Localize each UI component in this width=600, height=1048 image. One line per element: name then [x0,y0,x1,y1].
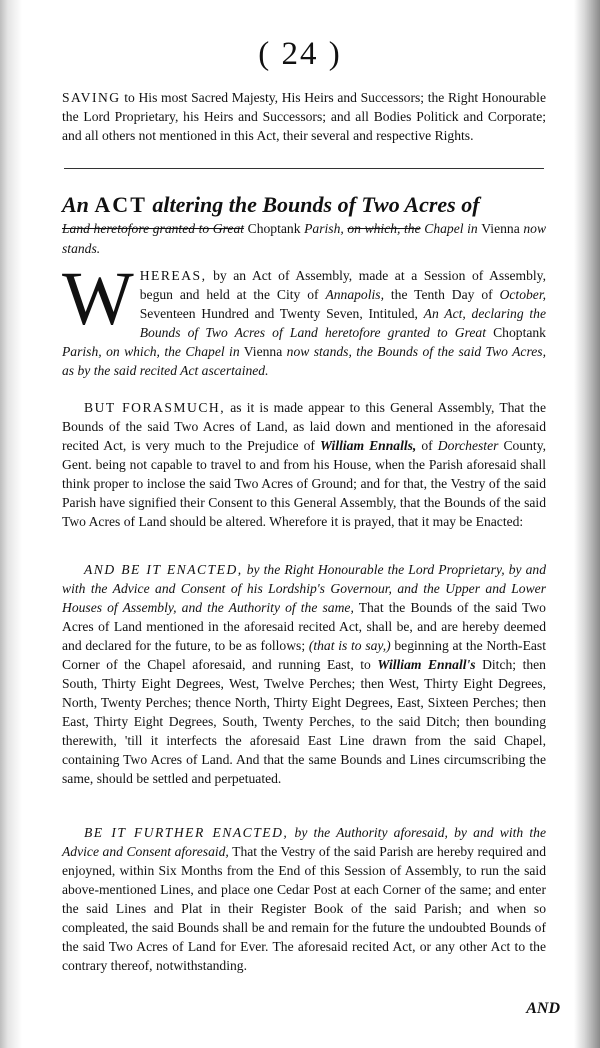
whereas-paragraph [62,257,546,380]
further-text: That the Vestry of the said Parish are hereby required and enjoyned, within Six Months from the End of this Session of Assembly, to run the said above-mentioned Lines, and place one Cedar Post at each Corner of the same; and enter the said Lines and Plat in their Register Book of the said Parish; and when so compleated, the said Bounds shall be and remain for the future the undoubted Bounds of the said Two Acres of Land for Ever. The aforesaid recited Act, or any other Act to the contrary thereof, notwithstanding. [62,844,547,973]
enacted-text-1: That the Bounds of the said Two Acres of Land mentioned in the aforesaid recited Act, shall be, and are hereby deemed and declared for the future, to be as follows; [62,600,546,653]
saving-clause [62,88,546,145]
person-name: William Ennalls, [319,438,417,453]
act-subtitle-chapel: Chapel in [424,221,478,236]
act-subtitle [62,219,546,259]
saving-text: to His most Sacred Majesty, His Heirs and Successors; the Right Honourable the Lord Proprietary, his Heirs and Successors; and all Bodies Politick and Corporate; and all others not mentioned in this Act, their several and respective Rights. [62,90,546,143]
further-authority: by the Authority aforesaid, by and with the Advice and Consent aforesaid, [62,825,547,859]
further-lead: BE IT FURTHER ENACTED, [84,825,289,840]
enacted-lead: AND BE IT ENACTED, [84,562,243,577]
page-number: ( 24 ) [258,36,342,72]
enacted-text-2: beginning at the North-East Corner of the Chapel aforesaid, and running East, to [62,638,546,672]
forasmuch-text-2: of [416,438,438,453]
page-left-edge-shadow [0,0,22,1048]
act-title [62,192,546,217]
saving-lead: SAVING [62,90,121,105]
whereas-text-2: the Tenth Day of [383,287,500,302]
whereas-text-3: Seventeen Hundred and Twenty Seven, Intituled, [139,306,424,321]
act-subtitle-struck-2: on which, the [347,221,421,236]
choptank-name: Choptank [486,325,546,340]
forasmuch-lead: BUT FORASMUCH, [84,400,226,415]
ditch-owner-name: William Ennall's [377,657,476,672]
whereas-lead: HEREAS, [139,268,207,283]
forasmuch-text-1: as it is made appear to this General Assembly, That the Bounds of the said Two Acres of Land, as laid down and mentioned in the aforesaid recited Act, is very much to the Prejudice of [62,400,546,453]
act-title-rest: altering the Bounds of Two Acres of [152,192,480,217]
section-divider [64,168,544,169]
drop-cap: W [62,257,134,341]
city-name: Annapolis, [325,287,384,302]
enacted-paragraph [62,560,546,788]
act-subtitle-parish: Parish, [304,221,344,236]
vienna-name: Vienna [239,344,287,359]
enacted-authority: by the Right Honourable the Lord Proprietary, by and with the Advice and Consent of his Lordship's Governour, and the Upper and Lower Houses of Assembly, and the Authority of the same, [62,562,546,615]
page-right-edge-shadow [574,0,600,1048]
forasmuch-paragraph [62,398,546,531]
act-subtitle-place: Choptank [247,221,301,236]
month-name: October, [499,287,546,302]
county-name: Dorchester [437,438,499,453]
further-enacted-paragraph [62,823,546,975]
parish-citation: Parish, on which, the Chapel in [62,344,240,359]
act-subtitle-end: now stands. [62,221,547,256]
act-subtitle-struck: Land heretofore granted to Great [62,221,245,236]
enacted-text-3: Ditch; then South, Thirty Eight Degrees, West, Twelve Perches; then West, Thirty Eight Degrees, North, Twenty Perches; thence North, Thirty Eight Degrees, East, Sixteen Perches; then East, Thirty Eight Degrees, South, Twenty Perches, to the said Ditch; then bounding therewith, 'till it interfects the aforesaid East Line drawn from the said Chapel, containing Two Acres of Land. And that the same Bounds and Lines circumscribing the same, should be settled and perpetuated. [62,657,546,786]
whereas-text-1: by an Act of Assembly, made at a Session of Assembly, begun and held at the City of [139,268,546,302]
act-subtitle-vienna: Vienna [481,221,520,236]
that-is-to-say: (that is to say,) [308,638,391,653]
act-title-prefix: An [62,192,89,217]
forasmuch-text-3: County, Gent. being not capable to travel to and from his House, when the Parish aforesaid shall think proper to inclose the said Two Acres of Ground; and for that, the Vestry of the said Parish have signified their Consent to this General Assembly, that the Bounds of the said Two Acres of Land should be altered. Wherefore it is prayed, that it may be Enacted: [62,438,547,529]
catchword: AND [526,1000,560,1017]
act-title-act: ACT [94,192,147,217]
whereas-ending: now stands, the Bounds of the said Two Acres, as by the said recited Act ascertained. [62,344,546,378]
act-title-citation: An Act, declaring the Bounds of Two Acres of Land heretofore granted to Great [139,306,546,340]
